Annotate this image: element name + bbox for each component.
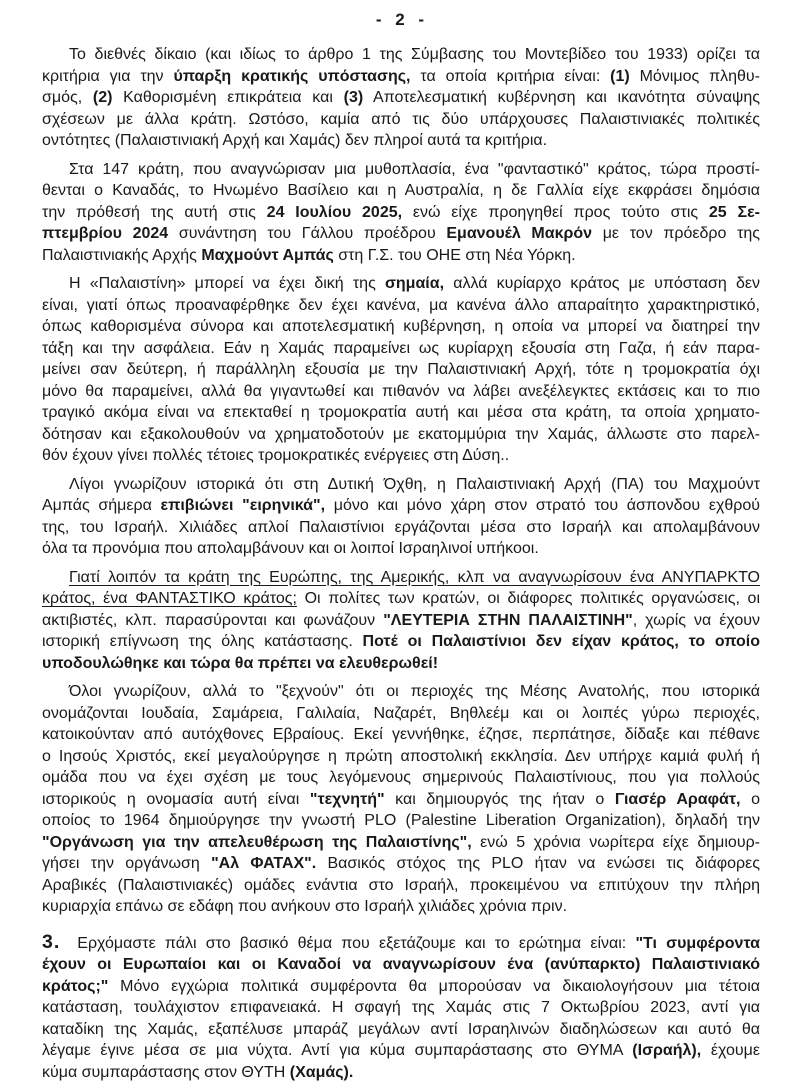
text-segment: σμός, — [42, 89, 93, 106]
text-line — [42, 295, 760, 317]
text-segment: κράτος;" — [42, 977, 109, 995]
text-line — [42, 474, 760, 496]
text-segment: κύμα συμπαράστασης στον ΘΥΤΗ — [42, 1063, 290, 1081]
text-line — [42, 1062, 760, 1084]
text-line — [42, 810, 760, 832]
text-line — [42, 954, 760, 976]
text-line — [42, 832, 760, 854]
text-line — [42, 932, 760, 955]
text-segment: σχέσεων με άλλα κράτη. Ωστόσο, καμία από τις δύο υπάρχουσες Παλαιστινιακές πολιτικές — [42, 110, 760, 128]
text-segment: Παλαιστινιακής Αρχής — [42, 246, 202, 264]
text-segment: τραγικό ακόμα είναι να επεκταθεί η τρομοκρατία αυτή και μέσα στα κράτη, τα οποία χρηματο- — [42, 404, 760, 421]
text-segment: γήσει την οργάνωση — [42, 855, 212, 872]
text-line — [42, 109, 760, 131]
text-line — [42, 1019, 760, 1041]
text-segment: (Χαμάς). — [289, 1063, 354, 1081]
text-segment: όλα τα προνόμια που απολαμβάνουν και οι λοιποί Ισραηλινοί υπήκοοι. — [42, 540, 539, 557]
text-segment: την πρόθεσή της αυτή στις — [42, 203, 267, 221]
text-segment: λέγαμε έγινε μέσα σε μια νύχτα. Αντί για κύμα συμπαράστασης στο ΘΥΜΑ — [42, 1042, 633, 1059]
text-line — [42, 517, 760, 539]
text-segment: ο — [740, 790, 760, 808]
text-line — [42, 631, 760, 653]
text-segment: "Τι συμφέροντα — [635, 934, 760, 952]
text-segment: 25 Σε- — [708, 203, 761, 221]
paragraph — [42, 159, 760, 267]
text-segment: Εμανουέλ Μακρόν — [446, 225, 593, 242]
text-segment: ιστορική επίγνωση της όλης κατάστασης. — [42, 633, 363, 650]
text-segment: κυριαρχία επάνω σε εδάφη που ανήκουν στο Ισραήλ χιλιάδες χρόνια πριν. — [42, 898, 568, 915]
text-line — [42, 976, 760, 998]
text-line — [42, 159, 760, 181]
text-segment: της, του Ισραήλ. Χιλιάδες απλοί Παλαιστίνιοι εργάζονται μέσα στο Ισραήλ και απολαμβάνουν — [42, 518, 760, 536]
text-line — [42, 567, 760, 589]
paragraph — [42, 273, 760, 467]
paragraph — [42, 474, 760, 560]
text-line — [42, 87, 760, 109]
text-line — [42, 338, 760, 360]
paragraph — [42, 932, 760, 1084]
text-segment: κριτήρια για την — [42, 67, 174, 85]
text-segment: Μαχμούντ Αμπάς — [201, 246, 334, 264]
text-segment: Καθορισμένη επικράτεια και — [112, 89, 344, 106]
paragraph — [42, 44, 760, 152]
text-segment: σημαία, — [384, 275, 445, 292]
text-line — [42, 359, 760, 381]
text-segment: ο Ιησούς Χριστός, εκεί μεγαλούργησε η πρώτη αποστολική εκκλησία. Δεν υπήρχε καμιά φυλή ή — [42, 747, 760, 765]
text-segment: 24 Ιουλίου 2025, — [266, 203, 403, 221]
paragraph — [42, 681, 760, 918]
text-line — [42, 316, 760, 338]
text-segment: κατάσταση, τουλάχιστον επιφανειακά. Η σφαγή της Χαμάς στις 7 Οκτωβρίου 2023, αντί για — [42, 999, 760, 1016]
text-segment: έχουμε — [701, 1042, 760, 1059]
text-segment: και δημιουργός της ήταν ο — [384, 790, 615, 808]
text-segment: Όλοι γνωρίζουν, αλλά το "ξεχνούν" ότι οι περιοχές της Μέσης Ανατολής, που ιστορικά — [69, 683, 760, 700]
text-line — [42, 381, 760, 403]
text-line — [42, 1040, 760, 1062]
text-segment: Μόνο εγχώρια πολιτικά συμφέροντα θα μπορούσαν να δικαιολογήσουν μια τέτοια — [108, 977, 760, 995]
text-segment: υποδουλώθηκε και τώρα θα πρέπει να ελευθερωθεί! — [42, 654, 439, 672]
text-segment: Αραβικές (Παλαιστινιακές) ομάδες ενάντια στο Ισραήλ, προκειμένου να επιτύχουν την πλήρη — [42, 876, 760, 894]
text-line — [42, 724, 760, 746]
text-line — [42, 402, 760, 424]
text-segment: κατοικούνταν από αυτόχθονες Εβραίους. Εκεί γεννήθηκε, έζησε, περπάτησε, δίδαξε και πέθανε — [42, 726, 760, 743]
text-line — [42, 681, 760, 703]
text-segment: (Ισραήλ), — [632, 1042, 702, 1059]
text-segment: , χωρίς να έχουν — [632, 611, 760, 629]
text-line — [42, 180, 760, 202]
text-segment: έχουν οι Ευρωπαίοι και οι Καναδοί να αναγνωρίσουν ένα (ανύπαρκτο) Παλαιστινιακό — [42, 956, 760, 973]
text-segment: μόνο θα παραμείνει, αλλά θα γιγαντωθεί και πιθανόν να λάβει ανεξέλεγκτες εκτάσεις και το πιο — [42, 382, 760, 400]
text-segment: "Αλ ΦΑΤΑΧ". — [211, 855, 317, 872]
text-segment: μόνο και μόνο χάρη στον στρατό του άσπονδου εχθρού — [325, 497, 761, 514]
text-line — [42, 445, 760, 467]
text-line — [42, 538, 760, 560]
text-line — [42, 273, 760, 295]
text-segment: αλλά κυρίαρχο κράτος με υπόσταση δεν — [444, 275, 760, 292]
text-segment: ενώ είχε προηγηθεί προς τούτο στις — [402, 203, 709, 221]
text-line — [42, 997, 760, 1019]
text-segment: Το διεθνές δίκαιο (και ιδίως το άρθρο 1 της Σύμβασης του Μοντεβίδεο του 1933) ορίζει τα — [69, 46, 760, 63]
text-line — [42, 746, 760, 768]
text-segment: Ποτέ οι Παλαιστίνιοι δεν είχαν κράτος, το οποίο — [362, 633, 761, 650]
text-segment: ομάδα που να έχει σχέση με τους λεγόμενους σημερινούς Παλαιστίνιους, που για πολλούς — [42, 769, 760, 786]
text-segment: "τεχνητή" — [309, 790, 385, 808]
text-segment: Αποτελεσματική κυβέρνηση και ικανότητα σύναψης — [363, 89, 761, 106]
paragraph — [42, 567, 760, 675]
text-segment: Γιασέρ Αραφάτ, — [614, 790, 741, 808]
text-line — [42, 896, 760, 918]
text-segment: ονομάζονται Ιουδαία, Σαμάρεια, Γαλιλαία, Ναζαρέτ, Βηθλεέμ και οι λοιπές γύρω περιοχές, — [42, 704, 760, 722]
text-segment: είναι, γιατί όπως προαναφέρθηκε δεν έχει κανένα, μα κανένα άλλο απαραίτητο χαρακτηριστικό, — [42, 296, 760, 314]
text-segment: (3) — [343, 89, 364, 106]
text-line — [42, 853, 760, 875]
text-segment: Η «Παλαιστίνη» μπορεί να έχει δική της — [69, 275, 385, 292]
text-segment: θενται ο Καναδάς, το Ηνωμένο Βασίλειο και η Αυστραλία, η δε Γαλλία είχε εκφράσει δημόσια — [42, 182, 760, 199]
text-segment: ιστορικούς η ονομασία αυτή είναι — [42, 790, 310, 808]
text-segment: όπως καθορισμένα σύνορα και αποτελεσματική κυβέρνηση, η οποία να μπορεί να διατηρεί την — [42, 318, 760, 335]
text-segment: τάξη και την ασφάλεια. Εάν η Χαμάς παραμείνει ως κυρίαρχη εξουσία στη Γαζα, ή εάν παρα- — [42, 339, 760, 357]
text-line — [42, 245, 760, 267]
text-segment: καταδίκη της Χαμάς, εξαπέλυσε μπαράζ μεγάλων αντί Ισραηλινών διαδηλώσεων και αυτό θα — [42, 1020, 760, 1038]
text-segment: Ερχόμαστε πάλι στο βασικό θέμα που εξετάζουμε και το ερώτημα είναι: — [77, 934, 636, 952]
text-segment: μείνει σαν δεύτερη, ή παράλληλη εξουσία με την Παλαιστινιακή Αρχή, τότε η τρομοκρατία όχι — [42, 361, 760, 378]
text-line — [42, 767, 760, 789]
text-segment: θόν έχουν γίνει πολλές τέτοιες τρομοκρατικές ενέργειες στη Δύση.. — [42, 447, 510, 464]
text-segment: Λίγοι γνωρίζουν ιστορικά ότι στη Δυτική Όχθη, η Παλαιστινιακή Αρχή (ΠΑ) του Μαχμούντ — [69, 475, 760, 493]
text-segment: Γιατί λοιπόν τα κράτη της Ευρώπης, της Αμερικής, κλπ να αναγνωρίσουν ένα ΑΝΥΠΑΡΚΤΟ — [69, 568, 760, 586]
text-segment: στη Γ.Σ. του ΟΗΕ στη Νέα Υόρκη. — [333, 246, 576, 264]
text-line — [42, 202, 760, 224]
text-segment: Βασικός στόχος της PLO ήταν να ενώσει τις διάφορες — [316, 855, 761, 872]
text-segment: Μόνιμος πληθυ- — [629, 67, 760, 85]
text-line — [42, 66, 760, 88]
text-line — [42, 495, 760, 517]
text-line — [42, 588, 760, 610]
text-segment: πτεμβρίου 2024 — [42, 225, 169, 242]
paragraph-number: 3. — [42, 930, 61, 953]
text-segment: τα οποία κριτήρια είναι: — [410, 67, 611, 85]
text-segment: ακτιβιστές, κλπ. παρασύρονται και φωνάζουν — [42, 611, 384, 629]
text-segment: με τον πρόεδρο της — [592, 225, 760, 242]
document-body — [42, 44, 760, 1090]
text-line — [42, 653, 760, 675]
text-segment: (1) — [610, 67, 630, 85]
text-segment: Αμπάς σήμερα — [42, 497, 161, 514]
text-segment: "Οργάνωση για την απελευθέρωση της Παλαιστίνης", — [42, 833, 472, 851]
text-segment: οποίος το 1964 δημιούργησε την γνωστή PLO (Palestine Liberation Organization), δηλαδή την — [42, 812, 760, 829]
text-line — [42, 424, 760, 446]
text-segment: ύπαρξη κρατικής υπόστασης, — [173, 67, 411, 85]
text-segment: οντότητες (Παλαιστινιακή Αρχή και Χαμάς) δεν πληροί αυτά τα κριτήρια. — [42, 132, 548, 149]
text-segment: δότησαν και εξακολουθούν να χρηματοδοτούν με εκατομμύρια την Χαμάς, άλλωστε στο παρελ- — [42, 425, 760, 443]
text-segment: "ΛΕΥΤΕΡΙΑ ΣΤΗΝ ΠΑΛΑΙΣΤΙΝΗ" — [383, 611, 633, 629]
text-line — [42, 610, 760, 632]
text-segment: ενώ 5 χρόνια νωρίτερα είχε δημιουρ- — [471, 833, 760, 851]
text-segment: (2) — [92, 89, 113, 106]
text-line — [42, 223, 760, 245]
text-segment: συνάντηση του Γάλλου προέδρου — [168, 225, 447, 242]
text-line — [42, 703, 760, 725]
page-number: - 2 - — [375, 10, 426, 29]
text-segment: Οι πολίτες των κρατών, οι διάφορες πολιτικές οργανώσεις, οι — [296, 590, 761, 607]
text-line — [42, 130, 760, 152]
text-segment: κράτος, ένα ΦΑΝΤΑΣΤΙΚΟ κράτος; — [42, 590, 297, 607]
text-segment: επιβιώνει "ειρηνικά", — [160, 497, 326, 514]
text-line — [42, 875, 760, 897]
text-line — [42, 789, 760, 811]
text-segment: Στα 147 κράτη, που αναγνώρισαν μια μυθοπλασία, ένα "φανταστικό" κράτος, τώρα προστί- — [69, 160, 760, 178]
text-line — [42, 44, 760, 66]
